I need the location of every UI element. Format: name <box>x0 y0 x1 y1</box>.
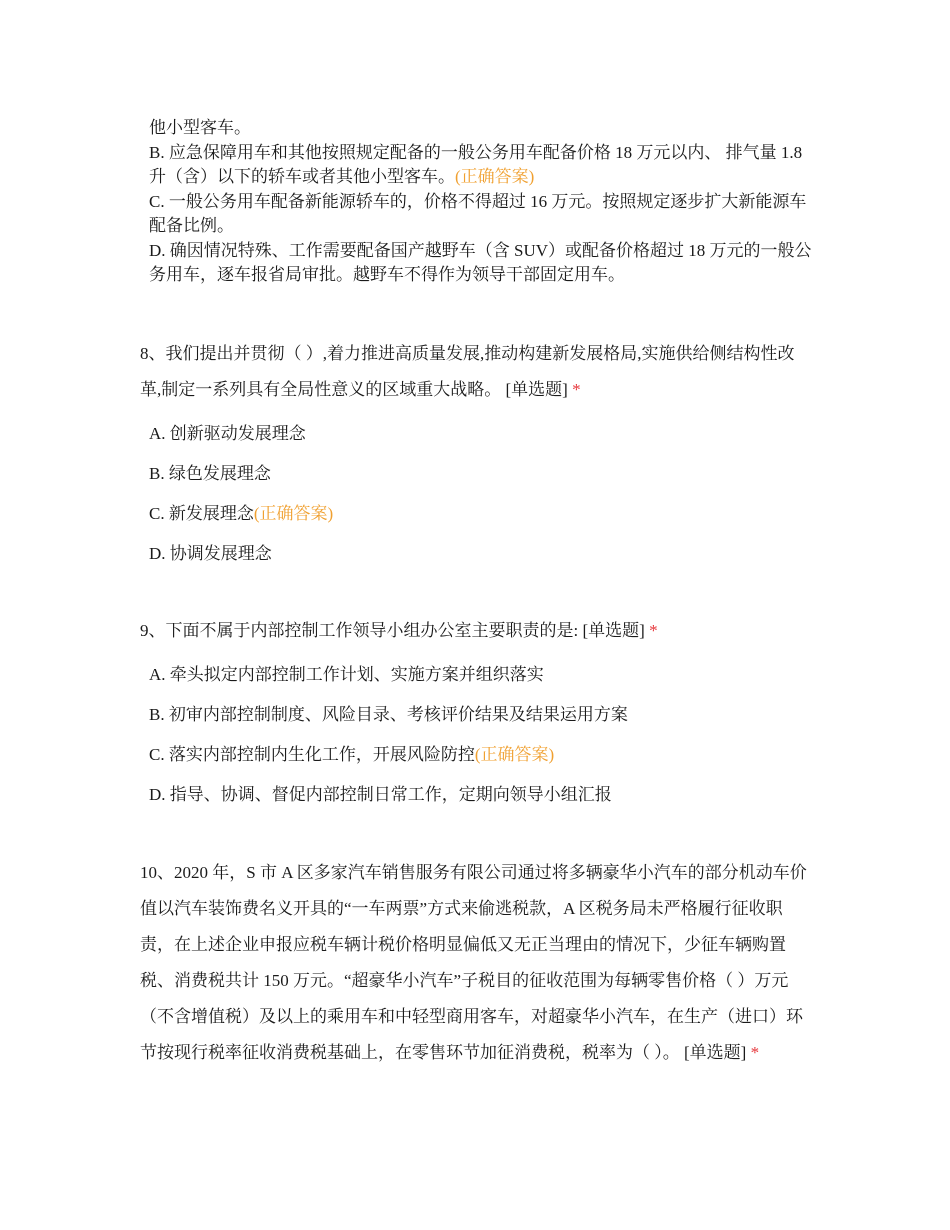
option-text: C. 新发展理念 <box>149 504 254 523</box>
question-stem: 8、我们提出并贯彻（ ）,着力推进高质量发展,推动构建新发展格局,实施供给侧结构性改革,制定一系列具有全局性意义的区域重大战略。 <box>140 344 795 399</box>
correct-answer-mark: (正确答案) <box>474 745 555 764</box>
option-c <box>149 502 812 542</box>
option-d <box>149 542 812 582</box>
option-b <box>149 462 812 502</box>
correct-answer-mark: (正确答案) <box>455 167 535 186</box>
question-type: [单选题] <box>684 1043 747 1062</box>
question-8 <box>140 336 812 582</box>
option-b <box>149 703 812 743</box>
previous-question-options <box>149 116 819 288</box>
option-text: B. 绿色发展理念 <box>149 464 271 483</box>
option-text: D. 协调发展理念 <box>149 544 272 563</box>
option-text: D. 确因情况特殊、工作需要配备国产越野车（含 SUV）或配备价格超过 18 万元的一般公务用车，逐车报省局审批。越野车不得作为领导干部固定用车。 <box>149 240 812 284</box>
question-9 <box>140 613 812 823</box>
options-list <box>140 663 812 823</box>
option-d <box>149 239 819 288</box>
question-text <box>140 855 812 1071</box>
option-text: C. 一般公务用车配备新能源轿车的，价格不得超过 16 万元。按照规定逐步扩大新能源车配备比例。 <box>149 191 807 235</box>
option-text: B. 初审内部控制制度、风险目录、考核评价结果及结果运用方案 <box>149 705 628 724</box>
option-b <box>149 141 819 190</box>
required-asterisk: * <box>649 621 658 640</box>
option-continuation <box>149 116 819 141</box>
option-c <box>149 743 812 783</box>
question-type: [单选题] <box>505 380 568 399</box>
required-asterisk: * <box>572 380 581 399</box>
question-text <box>140 613 812 649</box>
option-text: B. 应急保障用车和其他按照规定配备的一般公务用车配备价格 18 万元以内、 排气量 1.8 升（含）以下的轿车或者其他小型客车。 <box>149 142 803 186</box>
option-c <box>149 190 819 239</box>
option-text: 他小型客车。 <box>149 118 251 137</box>
required-asterisk: * <box>750 1043 760 1062</box>
option-text: C. 落实内部控制内生化工作，开展风险防控 <box>149 745 475 764</box>
option-text: A. 创新驱动发展理念 <box>149 424 306 443</box>
option-a <box>149 663 812 703</box>
correct-answer-mark: (正确答案) <box>253 504 334 523</box>
question-text <box>140 336 812 408</box>
option-text: D. 指导、协调、督促内部控制日常工作，定期向领导小组汇报 <box>149 785 612 804</box>
question-stem: 10、2020 年，S 市 A 区多家汽车销售服务有限公司通过将多辆豪华小汽车的部分机动车价值以汽车装饰费名义开具的“一车两票”方式来偷逃税款，A 区税务局未严格履行征收职责，在上述企业申报应税车辆计税价格明显偏低又无正当理由的情况下，少征车辆购置税、消费税共计 150 万元。“超豪华小汽车”子税目的征收范围为每辆零售价格（ ）万元（不含增值税）及以上的乘用车和中轻型商用客车，对超豪华小汽车，在生产（进口）环节按现行税率征收消费税基础上，在零售环节加征消费税，税率为（ ）。 <box>140 863 807 1062</box>
option-d <box>149 783 812 823</box>
question-type: [单选题] <box>582 621 645 640</box>
option-a <box>149 422 812 462</box>
question-stem: 9、下面不属于内部控制工作领导小组办公室主要职责的是: <box>140 621 579 640</box>
question-10 <box>140 855 812 1071</box>
option-text: A. 牵头拟定内部控制工作计划、实施方案并组织落实 <box>149 665 544 684</box>
options-list <box>140 422 812 582</box>
